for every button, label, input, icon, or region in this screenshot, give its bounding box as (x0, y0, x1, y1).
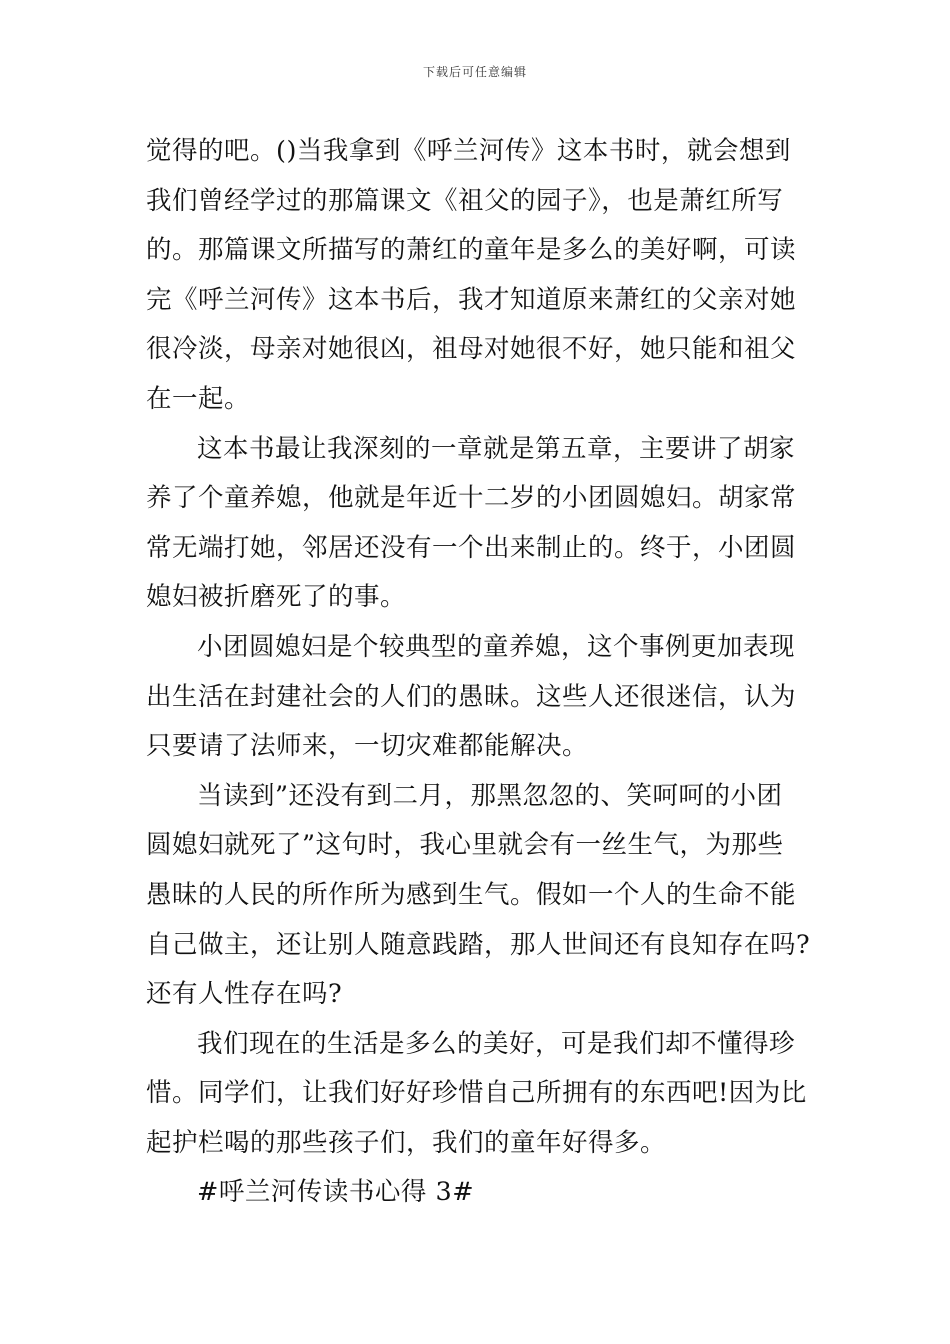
document-body (146, 127, 816, 1218)
text-line: 只要请了法师来，一切灾难都能解决。 (146, 731, 589, 762)
text-line: 圆媳妇就死了”这句时，我心里就会有一丝生气，为那些 (146, 830, 784, 861)
text-line: 起护栏喝的那些孩子们，我们的童年好得多。 (146, 1127, 667, 1158)
page-header: 下载后可任意编辑 (422, 65, 527, 79)
text-line: 在一起。 (146, 383, 251, 414)
text-line: 很冷淡，母亲对她很凶，祖母对她很不好，她只能和祖父 (146, 334, 797, 365)
text-line: 自己做主，还让别人随意践踏，那人世间还有良知存在吗? (146, 929, 811, 960)
text-line: 养了个童养媳，他就是年近十二岁的小团圆媳妇。胡家常 (146, 483, 797, 514)
text-line: 完《呼兰河传》这本书后，我才知道原来萧红的父亲对她 (146, 284, 797, 315)
text-line: 媳妇被折磨死了的事。 (146, 582, 407, 613)
text-line: 出生活在封建社会的人们的愚昧。这些人还很迷信，认为 (146, 681, 797, 712)
text-line: 常无端打她，邻居还没有一个出来制止的。终于，小团圆 (146, 532, 797, 563)
text-line: 这本书最让我深刻的一章就是第五章，主要讲了胡家 (197, 433, 796, 464)
text-line: 我们曾经学过的那篇课文《祖父的园子》，也是萧红所写 (146, 185, 784, 216)
text-line: 惜。同学们，让我们好好珍惜自己所拥有的东西吧!因为比 (146, 1078, 807, 1109)
text-line: 觉得的吧。()当我拿到《呼兰河传》这本书时，就会想到 (146, 136, 791, 166)
text-line: #呼兰河传读书心得 3# (197, 1177, 475, 1208)
text-line: 愚昧的人民的所作所为感到生气。假如一个人的生命不能 (146, 879, 797, 910)
text-line: 小团圆媳妇是个较典型的童养媳，这个事例更加表现 (197, 631, 796, 662)
text-line: 我们现在的生活是多么的美好，可是我们却不懂得珍 (197, 1028, 796, 1059)
text-line: 的。那篇课文所描写的萧红的童年是多么的美好啊，可读 (146, 235, 797, 266)
text-line: 还有人性存在吗? (146, 979, 343, 1010)
text-line: 当读到”还没有到二月，那黑忽忽的、笑呵呵的小团 (197, 780, 783, 811)
